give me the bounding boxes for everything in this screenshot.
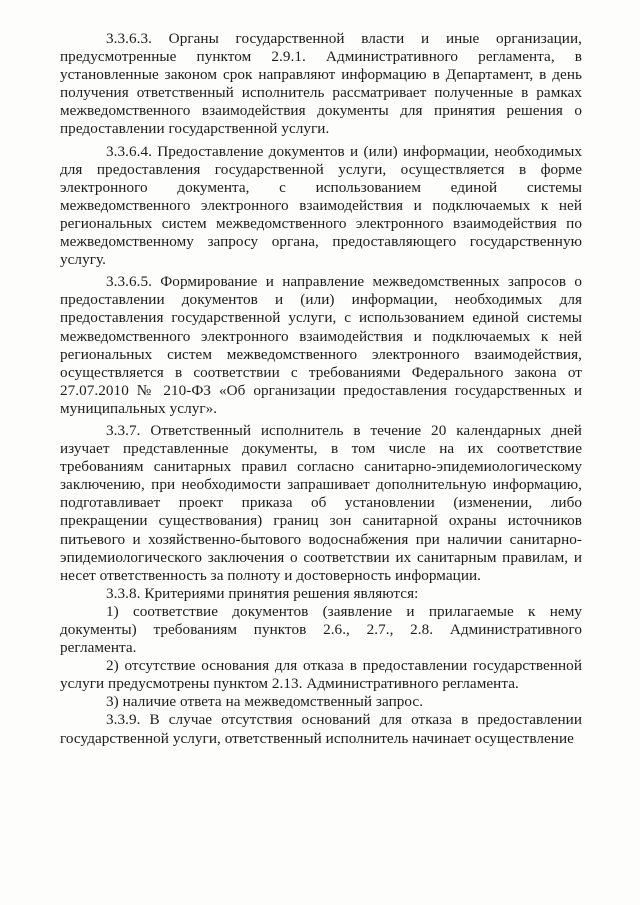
- paragraph-3-3-9: 3.3.9. В случае отсутствия оснований для отказа в предоставлении государственной услуги, ответственный исполнитель начинает осуществление: [60, 711, 582, 747]
- paragraph-3-3-6-5: 3.3.6.5. Формирование и направление межведомственных запросов о предоставлении документов и (или) информации, необходимых для предоставления государственной услуги, с использованием единой системы межведомственного электронного взаимодействия и подключаемых к ней региональных систем межведомственного электронного взаимодействия, осуществляется в соответствии с требованиями Федерального закона от 27.07.2010 № 210-ФЗ «Об организации предоставления государственных и муниципальных услуг».: [60, 273, 582, 417]
- paragraph-3-3-8: 3.3.8. Критериями принятия решения являются:: [106, 584, 419, 602]
- criteria-item-1: 1) соответствие документов (заявление и прилагаемые к нему документы) требованиям пунктов 2.6., 2.7., 2.8. Административного регламента.: [60, 602, 582, 657]
- criteria-item-3: 3) наличие ответа на межведомственный запрос.: [106, 693, 424, 711]
- paragraph-3-3-6-4: 3.3.6.4. Предоставление документов и (или) информации, необходимых для предоставления государственной услуги, осуществляется в форме электронного документа, с использованием единой системы межведомственного электронного взаимодействия и подключаемых к ней региональных систем межведомственного электронного взаимодействия по межведомственному запросу органа, предоставляющего государственную услугу.: [60, 142, 582, 269]
- paragraph-3-3-6-3: 3.3.6.3. Органы государственной власти и иные организации, предусмотренные пунктом 2.9.1. Административного регламента, в установленные законом срок направляют информацию в Департамент, в день получения ответственный исполнитель рассматривает полученные в рамках межведомственного взаимодействия документы для принятия решения о предоставлении государственной услуги.: [60, 30, 582, 138]
- document-body: [60, 30, 582, 748]
- criteria-item-2: 2) отсутствие основания для отказа в предоставлении государственной услуги предусмотрены пунктом 2.13. Административного регламента.: [60, 657, 582, 693]
- paragraph-3-3-7: 3.3.7. Ответственный исполнитель в течение 20 календарных дней изучает представленные документы, в том числе на их соответствие требованиям санитарных правил согласно санитарно-эпидемиологическому заключению, при необходимости запрашивает дополнительную информацию, подготавливает проект приказа об установлении (изменении, либо прекращении существования) границ зон санитарной охраны источников питьевого и хозяйственно-бытового водоснабжения при наличии санитарно-эпидемиологического заключения о соответствии их санитарным правилам, и несет ответственность за полноту и достоверность информации.: [60, 421, 582, 584]
